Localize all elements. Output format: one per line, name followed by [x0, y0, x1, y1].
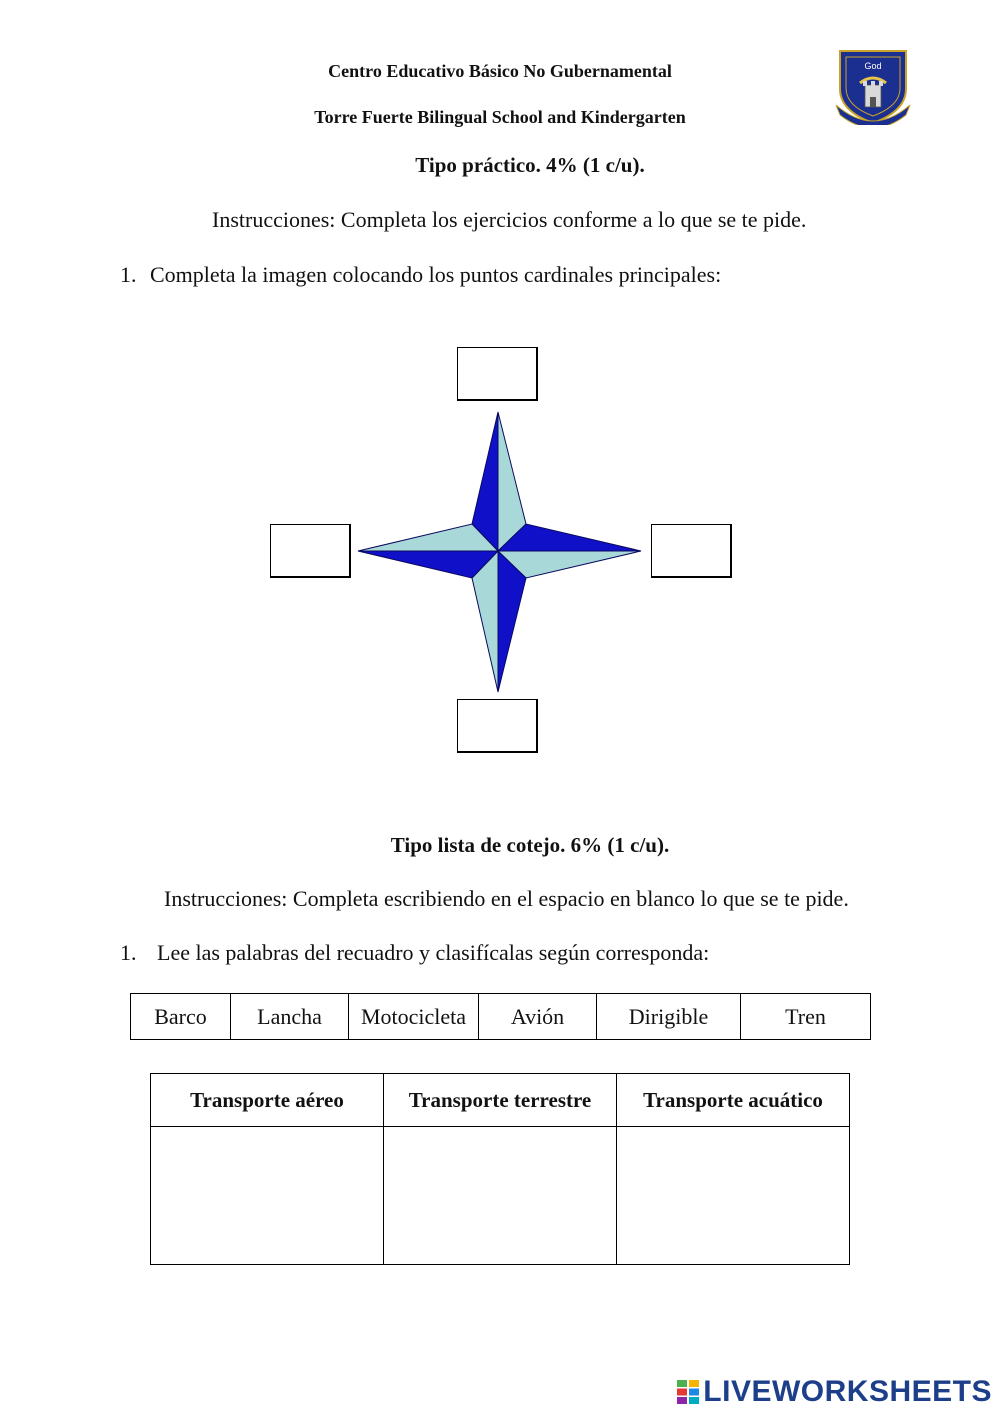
school-name: Centro Educativo Básico No Gubernamental [328, 61, 672, 81]
section1-item-text: Completa la imagen colocando los puntos cardinales principales: [150, 262, 722, 287]
north-answer-box[interactable] [457, 347, 538, 401]
liveworksheets-brand [677, 1374, 992, 1410]
school-subname: Torre Fuerte Bilingual School and Kindergarten [314, 107, 686, 127]
section2-instructions: Instrucciones: Completa escribiendo en el espacio en blanco lo que se te pide. [164, 886, 849, 911]
answer-cell-air[interactable] [151, 1127, 384, 1265]
section2-title: Tipo lista de cotejo. 6% (1 c/u). [390, 833, 670, 857]
compass-rose [350, 405, 650, 700]
word-lancha: Lancha [231, 994, 349, 1040]
word-barco: Barco [131, 994, 231, 1040]
liveworksheets-wordmark: LIVEWORKSHEETS [703, 1375, 992, 1408]
section1-item-number: 1. [120, 262, 137, 287]
word-avion: Avión [479, 994, 597, 1040]
word-bank [130, 993, 871, 1040]
logo-text: God [864, 61, 882, 71]
section1-instructions: Instrucciones: Completa los ejercicios conforme a lo que se te pide. [212, 207, 807, 232]
school-logo [834, 45, 912, 125]
column-header-land: Transporte terrestre [384, 1074, 617, 1127]
word-tren: Tren [741, 994, 871, 1040]
section2-item-number: 1. [120, 940, 137, 965]
word-dirigible: Dirigible [597, 994, 741, 1040]
liveworksheets-logo-icon [677, 1380, 699, 1404]
answer-cell-land[interactable] [384, 1127, 617, 1265]
south-answer-box[interactable] [457, 699, 538, 753]
classification-table [150, 1073, 850, 1265]
column-header-air: Transporte aéreo [151, 1074, 384, 1127]
column-header-water: Transporte acuático [617, 1074, 850, 1127]
east-answer-box[interactable] [651, 524, 732, 578]
word-motocicleta: Motocicleta [349, 994, 479, 1040]
section2-item-text: Lee las palabras del recuadro y clasifícalas según corresponda: [157, 940, 710, 965]
west-answer-box[interactable] [270, 524, 351, 578]
section1-title: Tipo práctico. 4% (1 c/u). [415, 153, 645, 177]
answer-cell-water[interactable] [617, 1127, 850, 1265]
